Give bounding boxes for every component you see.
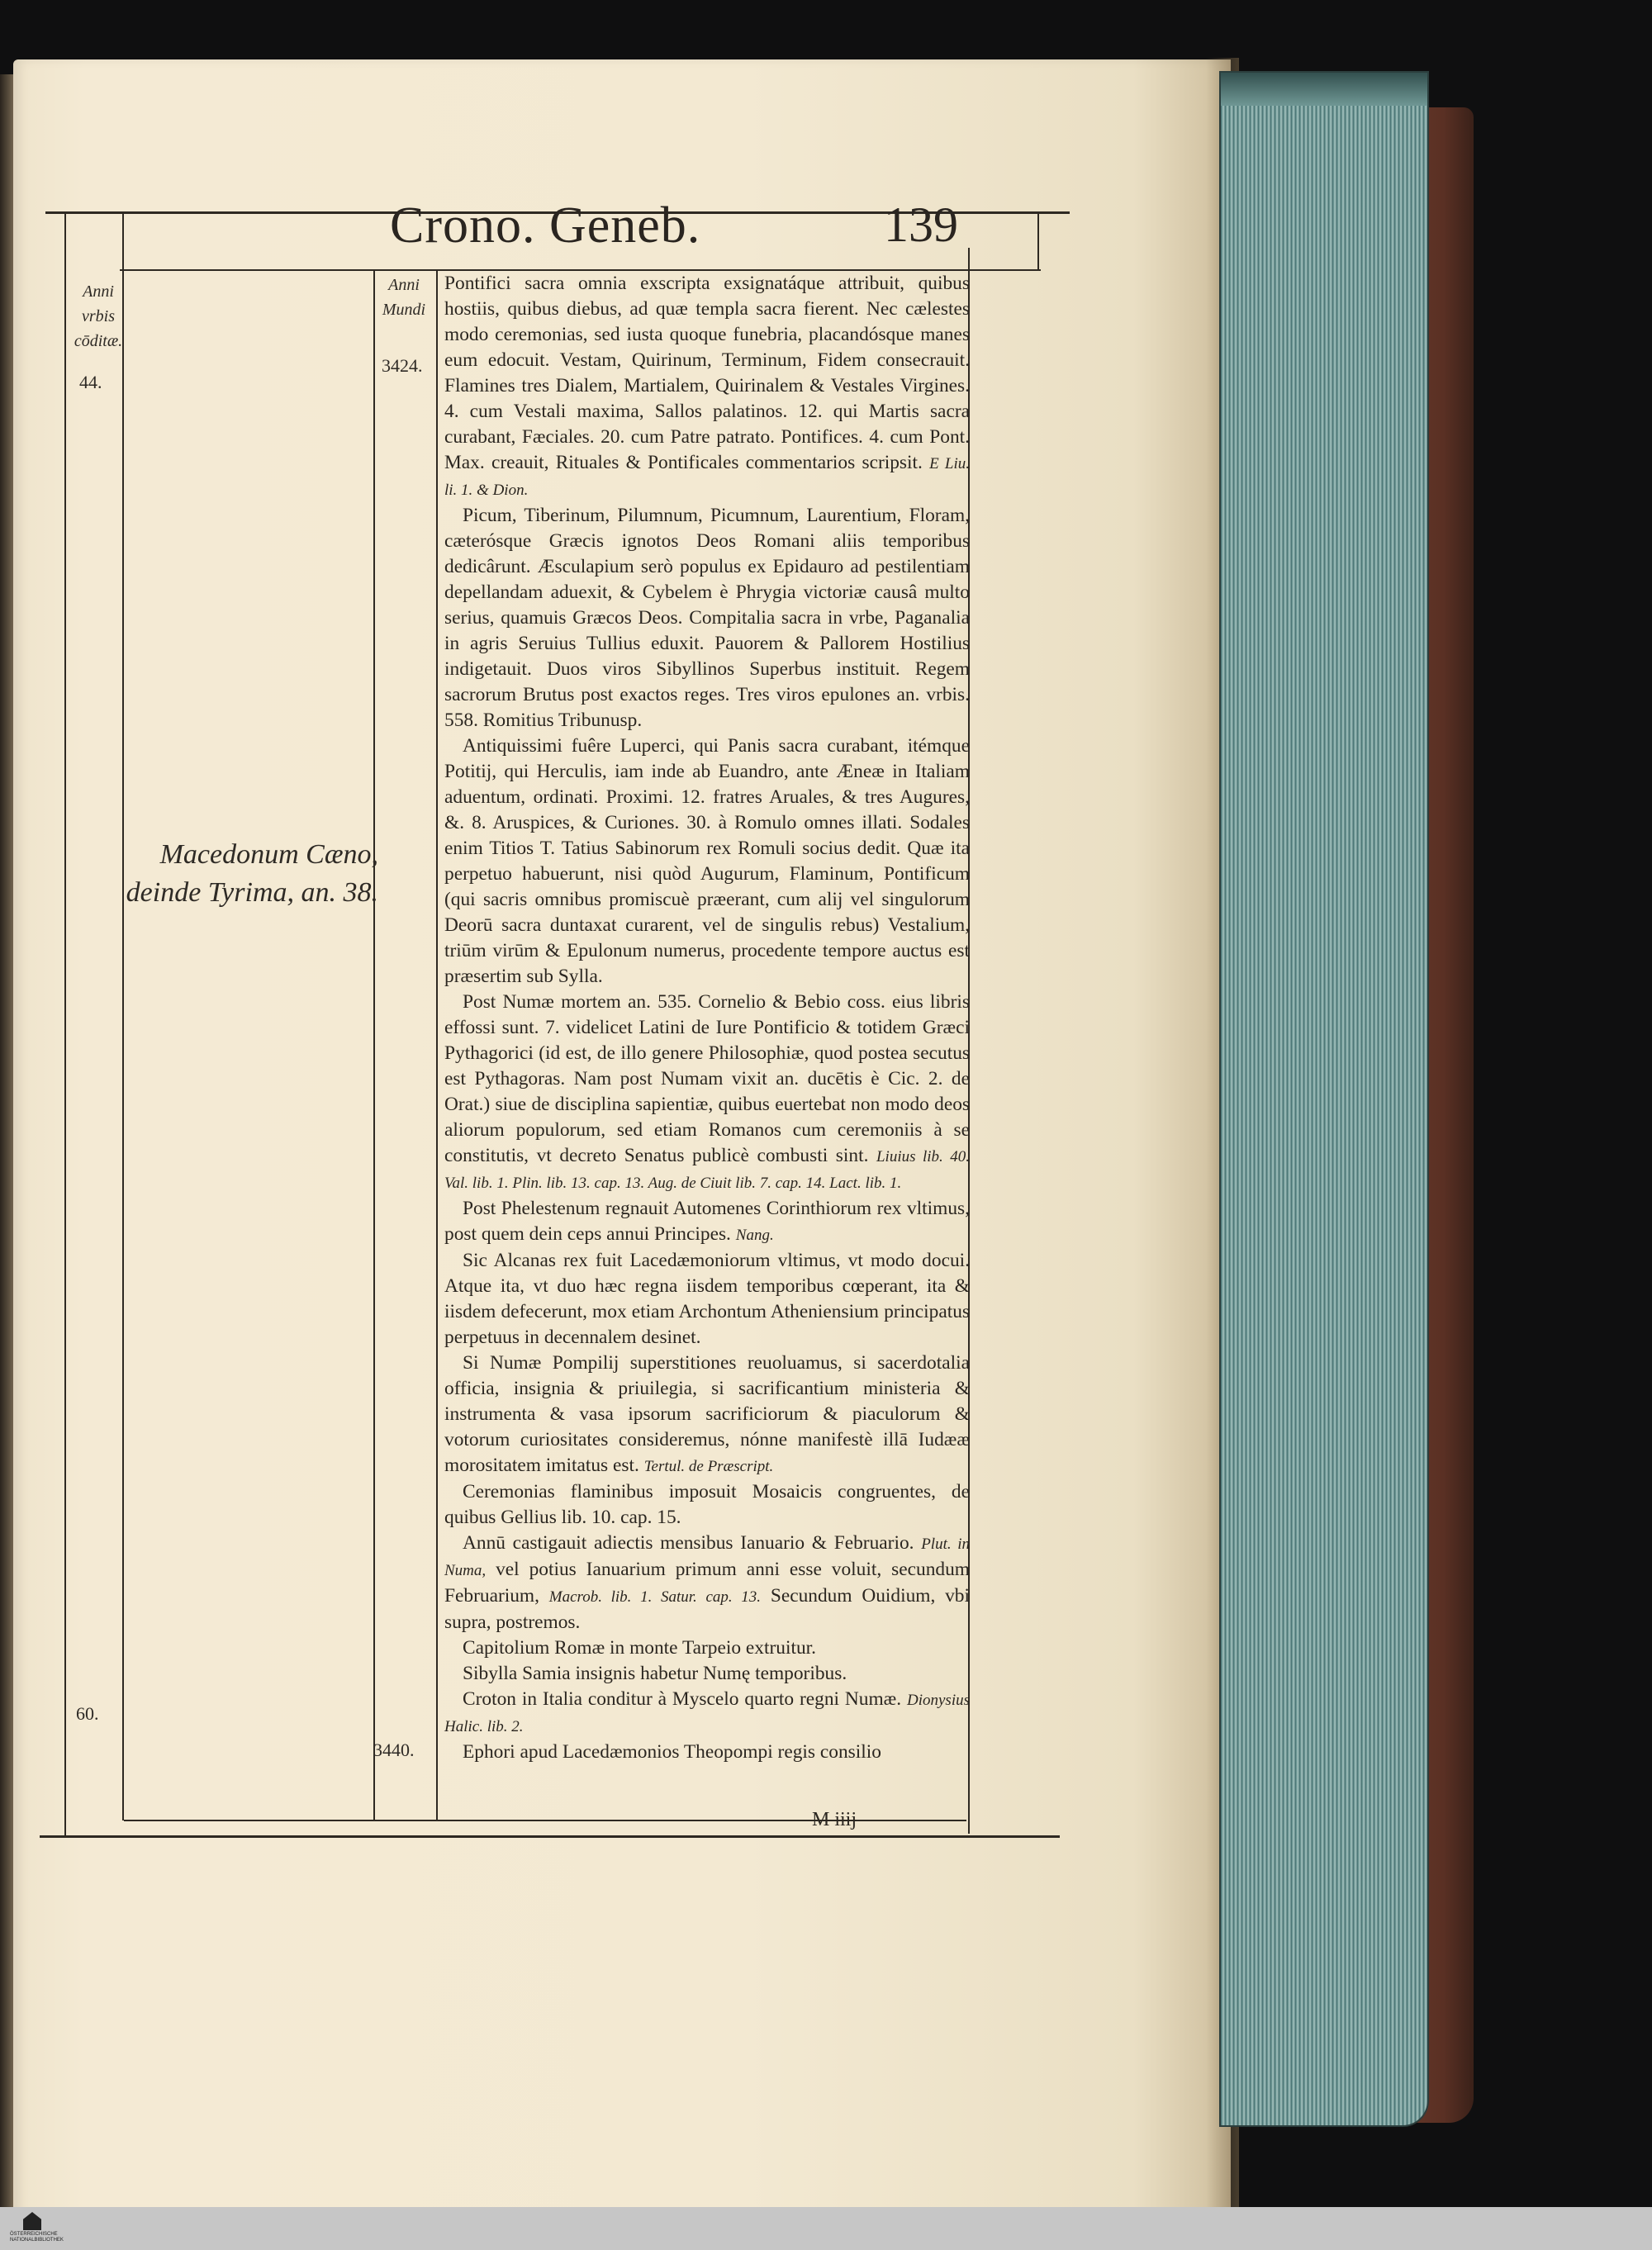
page-number: 139 bbox=[884, 197, 958, 252]
paragraph: Sic Alcanas rex fuit Lacedæmoniorum vltimus, vt modo docui. Atque ita, vt duo hæc regna iisdem temporibus cœperant, ita & iisdem defecerunt, mox etiam Archontum Atheniensium principatus perpetuus in decennalem desinet. bbox=[444, 1250, 970, 1348]
page-edges bbox=[1221, 73, 1427, 2125]
paragraph: Antiquissimi fuêre Luperci, qui Panis sacra curabant, itémque Potitij, qui Herculis, iam inde ab Euandro, ante Æneæ in Italiam aduentum, ordinati. Proximi. 12. fratres Aruales, & tres Augures, &. 8. Aruspices, & Curiones. 30. à Romulo omnes illati. Sodales enim Titios T. Tatius Sabinorum rex Romuli socius dedit. Quæ ita perpetuo habuerunt, nisi quòd Augurum, Flaminum, Pontificum (qui sacris omnibus promiscuè præerant, cum alij vel singulorum Deorū sacra duntaxat curarent, vel de singulis rebus) Vestalium, triūm virūm & Epulonum numerus, procedente tempore auctus est præsertim sub Sylla. bbox=[444, 735, 970, 987]
citation: Plut. in Numa, bbox=[444, 1536, 970, 1579]
paragraph: Annū castigauit adiectis mensibus Ianuario & Februario. Plut. in Numa, vel potius Ianuarium primum anni esse voluit, secundum Februarium, Macrob. lib. 1. Satur. cap. 13. Secundum Ouidium, vbi supra, postremos. bbox=[444, 1532, 970, 1633]
paragraph: Pontifici sacra omnia exscripta exsignatáque attribuit, quibus hostiis, quibus diebus, ad quæ templa sacra fierent. Nec cælestes modo ceremonias, sed iusta quoque funebria, placandósque manes eum edocuit. Vestam, Quirinum, Terminum, Fidem consecrauit. Flamines tres Dialem, Martialem, Quirinalem & Vestales Virgines. 4. cum Vestali maxima, Sallos palatinos. 12. qui Martis sacra curabant, Fæciales. 20. cum Patre patrato. Pontifices. 4. cum Pont. Max. creauit, Rituales & Pontificales commentarios scripsit. E Liu. li. 1. & Dion. bbox=[444, 273, 970, 499]
library-logo-text: ÖSTERREICHISCHE NATIONALBIBLIOTHEK bbox=[10, 2232, 64, 2243]
signature-mark: M iiij bbox=[812, 1809, 857, 1830]
citation: Liuius lib. 40. Val. lib. 1. Plin. lib. 13. cap. 13. Aug. de Ciuit lib. 7. cap. 14. Lact. lib. 1. bbox=[444, 1148, 970, 1192]
frame-left-outer bbox=[64, 213, 66, 1837]
year-mundi-bottom: 3440. bbox=[373, 1740, 415, 1760]
paragraph: Si Numæ Pompilij superstitiones reuoluamus, si sacerdotalia officia, insignia & priuilegia, si sacrificantium ministeria & instrumenta & vasa ipsorum sacrificiorum & piaculorum & votorum curiositates consideremus, nónne manifestè illā Iudææ morositatem imitatus est. Tertul. de Præscript. bbox=[444, 1352, 970, 1476]
page-edges-top bbox=[1221, 73, 1427, 106]
year-urbis-top: 44. bbox=[79, 372, 102, 392]
paragraph: Croton in Italia conditur à Myscelo quarto regni Numæ. Dionysius Halic. lib. 2. bbox=[444, 1688, 970, 1735]
running-title: Crono. Geneb. bbox=[390, 197, 701, 254]
paragraph: Ceremonias flaminibus imposuit Mosaicis congruentes, de quibus Gellius lib. 10. cap. 15. bbox=[444, 1481, 970, 1528]
frame-col-mundi-left bbox=[373, 271, 375, 1820]
library-logo bbox=[10, 2212, 64, 2245]
citation: Nang. bbox=[735, 1227, 774, 1244]
year-mundi-top: 3424. bbox=[382, 355, 423, 376]
paragraph: Sibylla Samia insignis habetur Numę temporibus. bbox=[463, 1663, 847, 1684]
frame-col-mundi-right bbox=[436, 271, 438, 1820]
citation: Dionysius Halic. lib. 2. bbox=[444, 1692, 970, 1735]
bottom-rule bbox=[40, 1835, 1060, 1838]
paragraph: Post Numæ mortem an. 535. Cornelio & Bebio coss. eius libris effossi sunt. 7. videlicet Latini de Iure Pontificio & totidem Græci Pythagorici (id est, de illo genere Philosophiæ, quod postea secutus est Pythagoras. Nam post Numam vixit an. ducētis è Cic. 2. de Orat.) siue de disciplina sapientiæ, quibus euertebat non modo deos aliorum populorum, sed etiam Romanos cum ceremoniis à se constitutis, vt decreto Senatus publicè combusti sint. Liuius lib. 40. Val. lib. 1. Plin. lib. 13. cap. 13. Aug. de Ciuit lib. 7. cap. 14. Lact. lib. 1. bbox=[444, 991, 970, 1192]
margin-note: Macedonum Cæno, deinde Tyrima, an. 38. bbox=[126, 839, 378, 908]
citation: Tertul. de Præscript. bbox=[643, 1458, 774, 1475]
paragraph: Picum, Tiberinum, Pilumnum, Picumnum, Laurentium, Floram, cæterósque Græcis ignotos Deos Romani aliis temporibus dedicârunt. Æsculapium serò populus ex Epidauro ad pestilentiam depellandam aduexit, & Cybelem è Phrygia victoriæ causâ multo serius, quamuis Græcos Deos. Compitalia sacra in vrbe, Paganalia in agris Seruius Tullius eduxit. Pauorem & Pallorem Hostilius indigetauit. Duos viros Sibyllinos Superbus instituit. Regem sacrorum Brutus post exactos reges. Tres viros epulones an. vrbis. 558. Romitius Tribunusp. bbox=[444, 505, 970, 731]
paragraph: Ephori apud Lacedæmonios Theopompi regis consilio bbox=[463, 1741, 881, 1763]
paragraph: Capitolium Romæ in monte Tarpeio extruitur. bbox=[463, 1637, 817, 1659]
citation: Macrob. lib. 1. Satur. cap. 13. bbox=[548, 1588, 762, 1606]
paragraph: Post Phelestenum regnauit Automenes Corinthiorum rex vltimus, post quem dein ceps annui Principes. Nang. bbox=[444, 1198, 970, 1245]
main-text bbox=[444, 271, 970, 1765]
citation: E Liu. li. 1. & Dion. bbox=[444, 455, 970, 499]
frame-right-outer bbox=[1037, 213, 1039, 271]
frame-left-inner bbox=[122, 213, 124, 1820]
year-urbis-bottom: 60. bbox=[76, 1703, 99, 1724]
library-logo-icon bbox=[23, 2212, 41, 2230]
anni-mundi-label: Anni Mundi bbox=[382, 276, 426, 319]
viewer-bottom-bar bbox=[0, 2207, 1652, 2250]
anni-urbis-label: Anni vrbis cōditæ. bbox=[74, 282, 123, 350]
